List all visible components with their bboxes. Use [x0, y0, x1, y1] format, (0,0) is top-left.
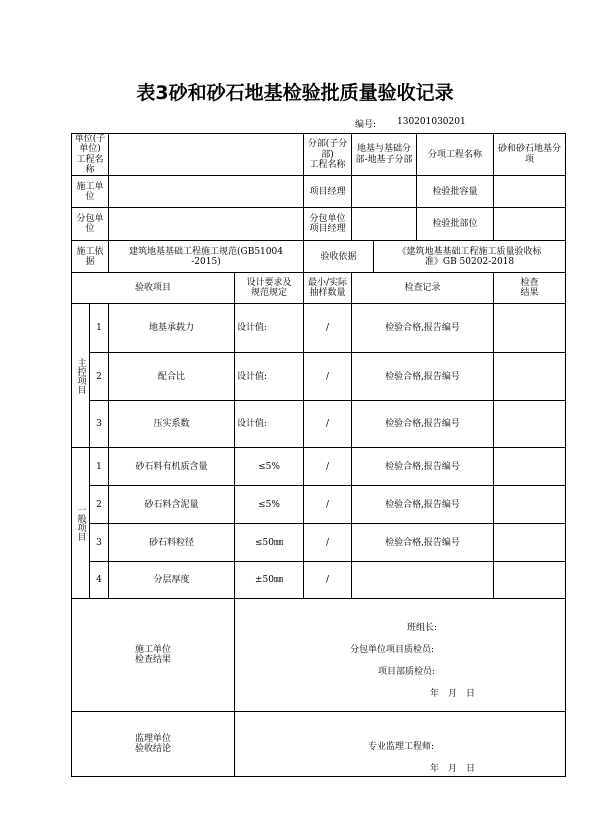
row-design[interactable]: 设计值:	[235, 401, 304, 448]
accept-basis-label: 验收依据	[304, 241, 374, 273]
row-no: 1	[90, 448, 109, 486]
table-row	[72, 448, 566, 486]
row-result[interactable]	[494, 401, 566, 448]
project-manager-label: 项目经理	[304, 176, 352, 208]
row-no: 4	[90, 562, 109, 599]
column-header-row	[72, 273, 566, 304]
basis-value: 建筑地基基础工程施工规范(GB51004 -2015)	[109, 241, 304, 273]
sub-inspector-label: 分包单位项目质检员:	[350, 645, 435, 656]
row-result[interactable]	[494, 524, 566, 562]
table-row	[72, 401, 566, 448]
table-row	[72, 562, 566, 599]
col-design: 设计要求及 规范规定	[235, 273, 304, 304]
row-sample[interactable]: /	[304, 353, 352, 401]
supervision-row	[72, 712, 566, 777]
col-item: 验收项目	[72, 273, 235, 304]
row-result[interactable]	[494, 353, 566, 401]
supervision-signatures[interactable]	[235, 712, 566, 777]
row-name: 地基承载力	[109, 304, 235, 353]
subunit-label: 分部(子分部) 工程名称	[304, 134, 352, 176]
supervision-date: 年 月 日	[430, 764, 476, 775]
construction-check-row	[72, 599, 566, 712]
unit-value[interactable]	[109, 134, 304, 176]
row-record[interactable]: 检验合格,报告编号	[352, 401, 494, 448]
batch-capacity-label: 检验批容量	[417, 176, 494, 208]
row-record[interactable]: 检验合格,报告编号	[352, 353, 494, 401]
col-record: 检查记录	[352, 273, 494, 304]
supervision-engineer-label: 专业监理工程师:	[368, 742, 435, 753]
col-result: 检查 结果	[494, 273, 566, 304]
row-design[interactable]: ≤5%	[235, 486, 304, 524]
row-no: 3	[90, 401, 109, 448]
header-row-3	[72, 208, 566, 241]
document-title: 表3砂和砂石地基检验批质量验收记录	[136, 82, 454, 104]
code-value: 130201030201	[397, 117, 466, 127]
sub-manager-label: 分包单位 项目经理	[304, 208, 352, 241]
construction-check-label: 施工单位 检查结果	[72, 599, 235, 712]
row-record[interactable]	[352, 562, 494, 599]
row-no: 2	[90, 486, 109, 524]
row-result[interactable]	[494, 486, 566, 524]
sub-manager-value[interactable]	[352, 208, 417, 241]
construction-unit-label: 施工单位	[72, 176, 109, 208]
row-result[interactable]	[494, 562, 566, 599]
basis-label: 施工依据	[72, 241, 109, 273]
row-sample[interactable]: /	[304, 486, 352, 524]
row-name: 压实系数	[109, 401, 235, 448]
row-record[interactable]: 检验合格,报告编号	[352, 486, 494, 524]
construction-unit-value[interactable]	[109, 176, 304, 208]
item-label: 分项工程名称	[417, 134, 494, 176]
row-name: 砂石料有机质含量	[109, 448, 235, 486]
row-name: 砂石料含泥量	[109, 486, 235, 524]
main-items-label: 主控项目	[72, 304, 90, 448]
row-no: 3	[90, 524, 109, 562]
table-row	[72, 524, 566, 562]
sub-unit-value[interactable]	[109, 208, 304, 241]
project-manager-value[interactable]	[352, 176, 417, 208]
accept-basis-value: 《建筑地基基础工程施工质量验收标 准》GB 50202-2018	[374, 241, 566, 273]
batch-part-label: 检验批部位	[417, 208, 494, 241]
row-record[interactable]: 检验合格,报告编号	[352, 448, 494, 486]
row-sample[interactable]: /	[304, 304, 352, 353]
row-design[interactable]: 设计值:	[235, 304, 304, 353]
row-record[interactable]: 检验合格,报告编号	[352, 524, 494, 562]
header-row-1	[72, 134, 566, 176]
unit-label: 单位(子单位) 工程名称	[72, 134, 109, 176]
row-design[interactable]: ≤5%	[235, 448, 304, 486]
row-sample[interactable]: /	[304, 401, 352, 448]
batch-capacity-value[interactable]	[494, 176, 566, 208]
batch-part-value[interactable]	[494, 208, 566, 241]
table-row	[72, 353, 566, 401]
project-inspector-label: 项目部质检员:	[378, 667, 436, 678]
inspection-form-table	[71, 133, 566, 777]
row-design[interactable]: ≤50㎜	[235, 524, 304, 562]
team-leader-label: 班组长:	[407, 623, 438, 634]
row-result[interactable]	[494, 304, 566, 353]
header-row-4	[72, 241, 566, 273]
header-row-2	[72, 176, 566, 208]
row-name: 配合比	[109, 353, 235, 401]
row-design[interactable]: ±50㎜	[235, 562, 304, 599]
row-name: 砂石料粒径	[109, 524, 235, 562]
row-result[interactable]	[494, 448, 566, 486]
construction-date: 年 月 日	[430, 689, 476, 700]
col-sample: 最小/实际 抽样数量	[304, 273, 352, 304]
table-row	[72, 486, 566, 524]
row-sample[interactable]: /	[304, 562, 352, 599]
row-sample[interactable]: /	[304, 448, 352, 486]
row-design[interactable]: 设计值:	[235, 353, 304, 401]
construction-check-signatures[interactable]	[235, 599, 566, 712]
row-sample[interactable]: /	[304, 524, 352, 562]
subunit-value[interactable]: 地基与基础分 部-地基子分部	[352, 134, 417, 176]
row-no: 2	[90, 353, 109, 401]
row-name: 分层厚度	[109, 562, 235, 599]
supervision-label: 监理单位 验收结论	[72, 712, 235, 777]
table-row	[72, 304, 566, 353]
row-no: 1	[90, 304, 109, 353]
general-items-label: 一般项目	[72, 448, 90, 599]
item-value[interactable]: 砂和砂石地基分项	[494, 134, 566, 176]
sub-unit-label: 分包单位	[72, 208, 109, 241]
code-label: 编号:	[355, 120, 377, 130]
row-record[interactable]: 检验合格,报告编号	[352, 304, 494, 353]
